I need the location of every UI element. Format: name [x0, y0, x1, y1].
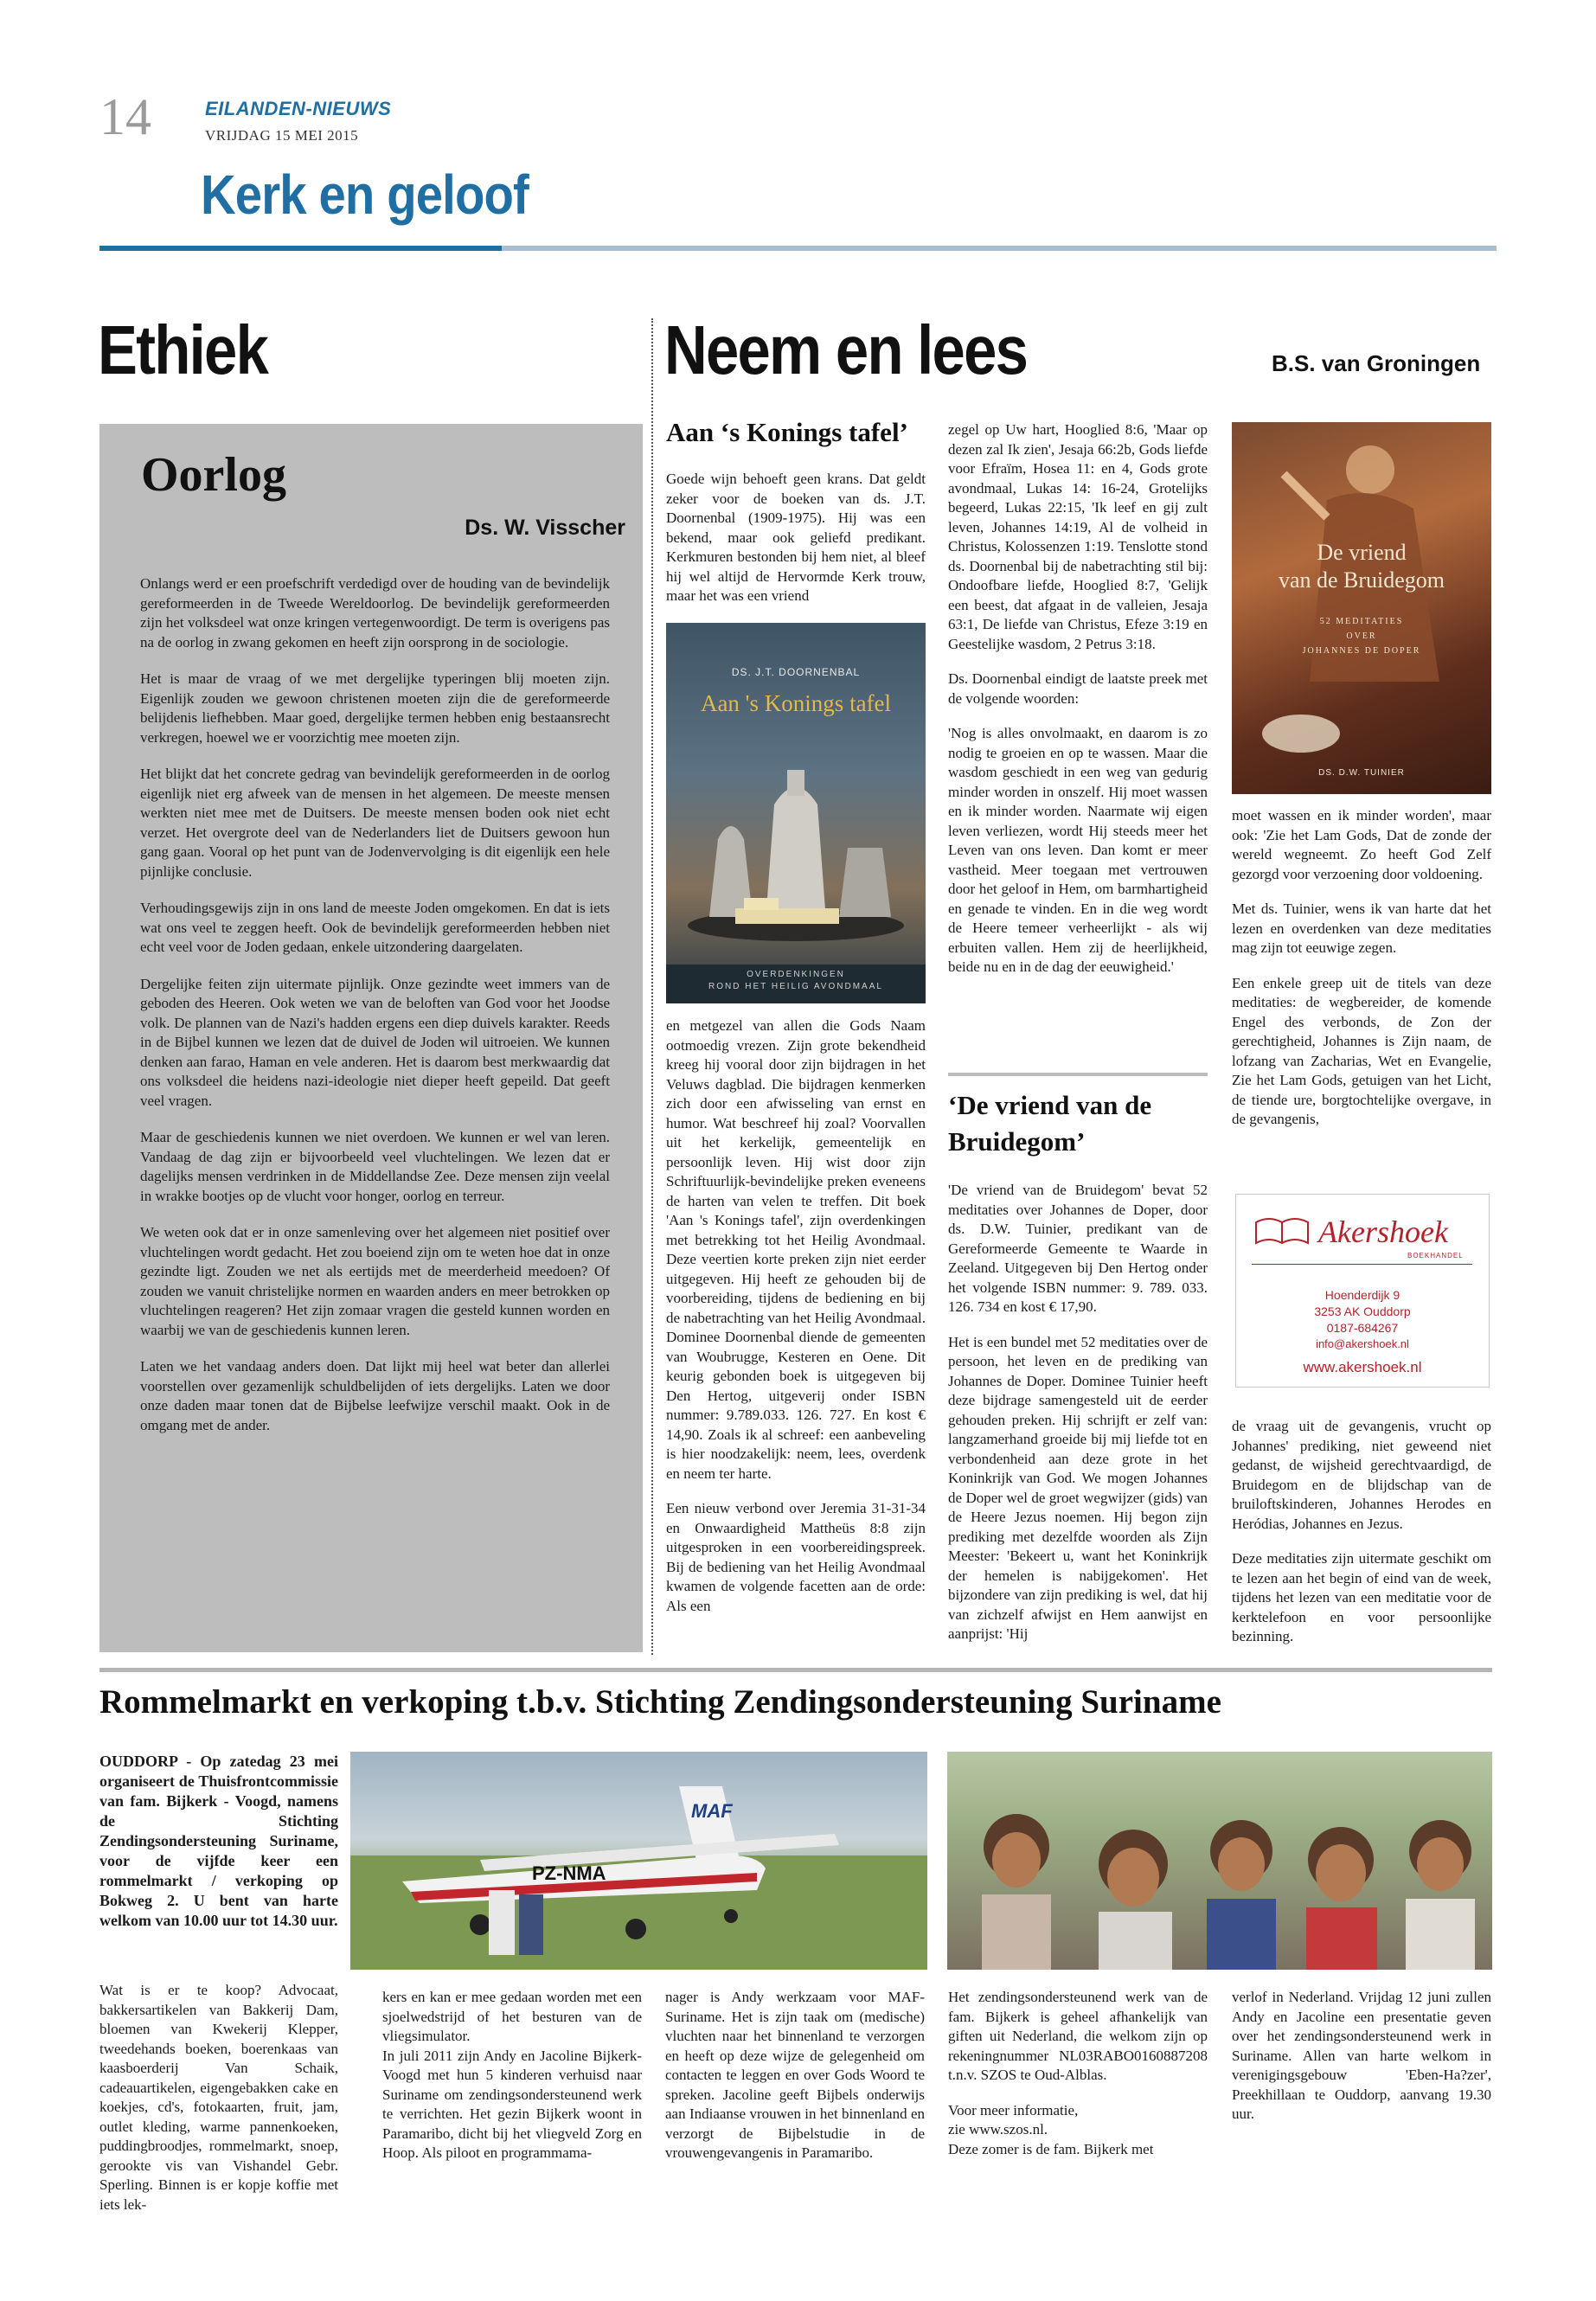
plane-registration: PZ-NMA: [532, 1862, 606, 1884]
article1-title: Aan ‘s Konings tafel’: [666, 417, 908, 447]
book-cover-vriend-bruidegom: [1232, 422, 1491, 794]
article2-paragraph: Deze meditaties zijn uitermate geschikt om te lezen aan het begin of eind van de week, tijdens het lezen van een meditatie voor de kerktelefoon en voor persoonlijke bezinning.: [1232, 1550, 1491, 1644]
book2-author: DS. D.W. TUINIER: [1318, 768, 1405, 778]
book1-title: Aan 's Konings tafel: [700, 690, 892, 716]
silverware-illustration: [683, 744, 908, 943]
ad-website[interactable]: www.akershoek.nl: [1303, 1359, 1422, 1375]
ad-address: Hoenderdijk 9: [1324, 1288, 1401, 1302]
box-author: Ds. W. Visscher: [465, 516, 625, 540]
akershoek-ad: [1235, 1194, 1490, 1388]
book2-title: De vriend van de Bruidegom: [1278, 540, 1445, 593]
ad-tag: BOEKHANDEL: [1407, 1252, 1464, 1259]
ethiek-box: [99, 424, 643, 1652]
rommelmarkt-col1: [99, 1981, 338, 2230]
article2-col2: [948, 1181, 1208, 1660]
book2-subtitle: 52 MEDITATIES OVER JOHANNES DE DOPER: [1302, 617, 1421, 656]
ethiek-paragraph: We weten ook dat er in onze samenleving over het algemeen niet positief over vluchtelingen wordt gedacht. Het zou boeiend zijn om te weten hoe dat in onze gezindte ligt. Zouden we net als eertijds met de meerderheid meedoen? Of zouden we vanuit christelijke normen en waarden anders en meer betrokken op vluchtelingen reageren? Het zijn zomaar vragen die gesteld kunnen worden en waarbij we van de geschiedenis kunnen leren.: [140, 1224, 610, 1338]
ethiek-paragraph: Het is maar de vraag of we met dergelijke typeringen blij moeten zijn. Eigenlijk zouden we gewoon christenen moeten zijn die de gereformeerde belijdenis liefhebben. Maar goed, dergelijke termen hebben enig bestaansrecht verkregen, hoewel we er voorzichtig mee moeten zijn.: [140, 670, 610, 746]
rommelmarkt-col3: [665, 1988, 925, 2179]
ad-city: 3253 AK Ouddorp: [1314, 1304, 1411, 1318]
ad-divider: [1252, 1264, 1472, 1265]
bottom-section-rule: [99, 1668, 1492, 1672]
ethiek-body: [140, 574, 610, 1452]
ethiek-paragraph: Verhoudingsgewijs zijn in ons land de meeste Joden omgekomen. En dat is iets wat ons veel te zeggen heeft. Ook de bevindelijk gereformeerden hebben niet echt veel voor de Joden gedaan, enkele uitzondering daargelaten.: [140, 900, 610, 955]
rommelmarkt-col2: [382, 1988, 642, 2179]
section-title: Kerk en geloof: [201, 163, 529, 226]
ethiek-paragraph: Laten we het vandaag anders doen. Dat lijkt mij heel wat beter dan allerlei voorstellen over gezamenlijk schuldbelijden of iets dergelijks. Laten we door onze daden maar tonen dat de Bijbelse leefwijze verschil maakt. Ook in de omgang met de ander.: [140, 1358, 610, 1433]
ad-email[interactable]: info@akershoek.nl: [1316, 1337, 1409, 1350]
ethiek-paragraph: Dergelijke feiten zijn uitermate pijnlijk. Onze gezindte weet immers van de geboden des Heeren. Ook weten we van de beloften van God voor het Joodse volk. De plannen van de Nazi's hadden ergens een diep duivels karakter. Reeds in de Bijbel kunnen we lezen dat de duivel de Joden wil uitroeien. We kunnen denken aan farao, Haman en vele anderen. Het is daarom best merkwaardig dat ons volksdeel die heidens nazi-ideologie niet dieper heeft gepeild. Dat geeft veel vragen.: [140, 975, 610, 1109]
masthead: EILANDEN-NIEUWS: [205, 98, 392, 119]
section-rule-dark: [99, 246, 502, 251]
article2-paragraph: Een enkele greep uit de titels van deze meditaties: de wegbereider, de komende Engel des verbonds, de Zon der gerechtigheid, Johannes is Zijn naam, de lofzang van Zacharias, Wet en Evangelie, Zie het Lam Gods, getuigen van het Licht, de tiende ure, borgtochtelijke overgave, in de gevangenis,: [1232, 974, 1491, 1127]
rommelmarkt-col5: [1232, 1988, 1491, 2140]
neem-author: B.S. van Groningen: [1272, 350, 1481, 376]
rommelmarkt-headline: Rommelmarkt en verkoping t.b.v. Stichting Zendingsondersteuning Suriname: [99, 1683, 1221, 1721]
rommelmarkt-paragraph: nager is Andy werkzaam voor MAF-Suriname. Het is zijn taak om (medische) vluchten naar het binnenland te verzorgen en heeft op deze wijze de gelegenheid om contacten te leggen en over Gods Woord te spreken. Jacoline geeft Bijbels onderwijs aan Indiaanse vrouwen in het binnenland en verzorgt de Bijbelstudie in de vrouwengevangenis in Paramaribo.: [665, 1989, 925, 2161]
article1-col1-top: [666, 470, 926, 622]
box-title: Oorlog: [141, 448, 286, 502]
plane-illustration: [350, 1752, 927, 1970]
ad-phone: 0187-684267: [1326, 1321, 1399, 1335]
article2-paragraph: moet wassen en ik minder worden', maar ook: 'Zie het Lam Gods, Dat de zonde der wereld wegneemt. Zo heeft God Zelf gezorgd voor verzoening door voldoening.: [1232, 807, 1491, 882]
article-separator: [948, 1073, 1208, 1076]
column-divider: [651, 318, 653, 1655]
article1-paragraph: Een nieuw verbond over Jeremia 31-31-34 en Onwaardigheid Mattheüs 8:8 zijn uitgesproken in een voorbereidingspreek. Bij de bediening van het Heilig Avondmaal kwamen de volgende facetten aan de orde: Als een: [666, 1500, 926, 1614]
article2-paragraph: Met ds. Tuinier, wens ik van harte dat het lezen en overdenken van deze meditaties mag zijn tot eeuwige zegen.: [1232, 901, 1491, 956]
article1-paragraph: 'Nog is alles onvolmaakt, en daarom is zo nodig te groeien en op te wassen. Maar die wasdom geschiedt in een weg van gedurig minder worden in onszelf. Hij moet wassen en ik minder worden. Naarmate wij eigen leven verliezen, wordt Hij steeds meer het Leven van ons leven. Dan komt er meer vastheid. Meer toegaan met vertrouwen door het geloof in Hem, om barmhartigheid en genade te vinden. En in die weg wordt de Heere temeer verheerlijkt - als wij erbuiten vallen. Hem zij de heerlijkheid, beide nu en in de dag der eeuwigheid.': [948, 725, 1208, 975]
ethiek-paragraph: Het blijkt dat het concrete gedrag van bevindelijk gereformeerden in de oorlog eigenlijk niet erg afweek van de mensen in het algemeen. De meeste mensen werkten niet mee met de Duitsers. De meeste mensen boden ook niet echt verzet. Het overgrote deel van de Nederlanders liet de Duitsers gewoon hun gang gaan. Vooral op het punt van de Jodenvervolging is dit eigenlijk een hele pijnlijke conclusie.: [140, 766, 610, 880]
ethiek-paragraph: Onlangs werd er een proefschrift verdedigd over de houding van de bevindelijk gereformeerden in de Tweede Wereldoorlog. De bevindelijk gereformeerden zijn het volksdeel wat onze kringen vertegenwoordigt. De term is overigens pas na de oorlog in zwang gekomen en heeft zijn oorsprong in de sociologie.: [140, 575, 610, 651]
article1-paragraph: Ds. Doornenbal eindigt de laatste preek met de volgende woorden:: [948, 670, 1208, 707]
article2-paragraph: 'De vriend van de Bruidegom' bevat 52 meditaties over Johannes de Doper, door ds. D.W. Tuinier, predikant van de Gereformeerde Gemeente te Waarde in Zeeland. Uitgegeven bij Den Hertog onder het volgende ISBN nummer: 9. 789. 033. 126. 734 en kost € 17,90.: [948, 1182, 1208, 1315]
section-rule-light: [502, 246, 1497, 251]
ad-name: Akershoek: [1318, 1215, 1448, 1249]
book-cover-konings-tafel: [666, 623, 926, 1003]
rommelmarkt-lead: OUDDORP - Op zatedag 23 mei organiseert de Thuisfrontcommissie van fam. Bijkerk - Voogd, namens de Stichting Zendingsondersteuning Suriname, voor de vijfde keer een rommelmarkt / verkoping op Bokweg 2. U bent van harte welkom van 10.00 uur tot 14.30 uur.: [99, 1753, 338, 1929]
plane-logo: MAF: [691, 1800, 733, 1822]
plane-photo: [350, 1752, 927, 1970]
article2-col3-top: [1232, 806, 1491, 1145]
article1-paragraph: en metgezel van allen die Gods Naam ootmoedig vrezen. Zijn grote bekendheid kreeg hij vooral door zijn bijdragen in het Veluws dagblad. Die bijdragen kenmerken zich door een afwisseling van ernst en humor. Wat beschreef hij zoal? Voorvallen uit het kerkelijk, gemeentelijk en persoonlijk leven. Hij wist door zijn Schriftuurlijk-bevindelijke preken eveneens de harten van velen te treffen. Dit boek 'Aan 's Konings tafel', zijn overdenkingen met betrekking tot het Heilig Avondmaal. Deze veertien korte preken zijn niet eerder uitgegeven. Hij heeft ze gehouden bij de voorbereiding, tijdens de bediening en bij de nabetrachting van het Heilig Avondmaal. Dominee Doornenbal diende de gemeenten van Woubrugge, Kesteren en Oene. Dit keurig gebonden boek is uitgegeven bij Den Hertog, uitgeverij onder ISBN nummer: 9.789.033. 126. 727. En kost € 14,90. Zoals ik al schreef: een aanbeveling is hier noodzakelijk: neem, lees, overdenk en neem ter harte.: [666, 1017, 926, 1482]
children-photo: [947, 1752, 1492, 1970]
rommelmarkt-paragraph: kers en kan er mee gedaan worden met een sjoelwedstrijd of het besturen van de vliegsimulator.: [382, 1989, 642, 2044]
book1-subtitle: OVERDENKINGEN ROND HET HEILIG AVONDMAAL: [708, 970, 883, 991]
rommelmarkt-col4: [948, 1988, 1208, 2175]
neem-heading: Neem en lees: [664, 311, 1028, 388]
article2-paragraph: de vraag uit de gevangenis, vrucht op Johannes' prediking, niet geweend niet gedanst, de wijsheid gerechtvaardigd, de Bruidegom en de blijdschap van de bruiloftskinderen, Johannes Herodes en Heródias, Johannes en Jezus.: [1232, 1418, 1491, 1532]
rommelmarkt-paragraph: In juli 2011 zijn Andy en Jacoline Bijkerk-Voogd met hun 5 kinderen verhuisd naar Suriname om zendingsondersteunend werk te verrichten. Het gezin Bijkerk woont in Paramaribo, dicht bij het vliegveld Zorg en Hoop. Als piloot en programmama-: [382, 2047, 642, 2161]
article1-col2: [948, 420, 1208, 993]
ethiek-paragraph: Maar de geschiedenis kunnen we niet overdoen. We kunnen er wel van leren. Vandaag de dag zijn er bijvoorbeeld veel vluchtelingen. We lezen dat er dagelijks mensen verdrinken in de Middellandse Zee. Deze mensen zijn veelal in wrakke bootjes op de vlucht voor honger, oorlog en terreur.: [140, 1129, 610, 1204]
article1-paragraph: zegel op Uw hart, Hooglied 8:6, 'Maar op dezen zal Ik zien', Jesaja 66:2b, Gods liefde voor Efraïm, Hosea 11: en 4, Gods grote avondmaal, Lukas 14: 16-24, Grotelijks begeerd, Lukas 22:15, 'Ik leef en gij zult leven, Johannes 14:19, Al de volheid in Christus, Kolossenzen 1:19. Tenslotte stond ds. Doornenbal bij de nabetrachting stil bij: Ondoofbare liefde, Hooglied 8:7, 'Gelijk een beest, dat afgaat in de valleien, Jesaja 63:1, De liefde van Christus, Efeze 3:19 en Geestelijke wasdom, 2 Petrus 3:18.: [948, 421, 1208, 652]
article1-paragraph: Goede wijn behoeft geen krans. Dat geldt zeker voor de boeken van ds. J.T. Doornenbal (1909-1975). Hij was een bekend, maar ook geliefd predikant. Kerkmuren bestonden bij hem niet, al bleef hij wel altijd de Hervormde Kerk trouw, maar het was een vriend: [666, 471, 926, 604]
page-number: 14: [99, 88, 151, 145]
ethiek-heading: Ethiek: [98, 311, 268, 388]
rommelmarkt-contact: Voor meer informatie, zie www.szos.nl. Deze zomer is de fam. Bijkerk met: [948, 2101, 1154, 2157]
article2-paragraph: Het is een bundel met 52 meditaties over de persoon, het leven en de prediking van Johannes de Doper. Dominee Tuinier heeft deze bijdrage samengesteld uit de eerder gehouden preken. Hij schrijft er zelf van: langzamerhand groeide bij mij liefde tot en verbondenheid aan deze grote in het Koninkrijk van God. We mogen Johannes de Doper wel de groet wegwijzer (gids) van de Heere Jezus noemen. Hij begon zijn prediking met dezelfde woorden als Zijn Meester: 'Bekeert u, want het Koninkrijk der hemelen is nabijgekomen'. Het bijzondere van zijn prediking is wel, dat hij van zichzelf afwijst en Hem aanwijst en aanprijst: 'Hij: [948, 1333, 1208, 1642]
book-logo-icon: [1252, 1214, 1312, 1248]
article2-title: ‘De vriend van de Bruidegom’: [948, 1090, 1152, 1157]
children-illustration: [947, 1752, 1492, 1970]
article1-col1-bottom: [666, 1016, 926, 1631]
rommelmarkt-paragraph: Wat is er te koop? Advocaat, bakkersartikelen van Bakkerij Dam, bloemen van Kwekerij Klepper, tweedehands boeken, boerenkaas van kaasboerderij Van Schaik, cadeauartikelen, eigengebakken cake en koekjes, cd's, fotokaarten, fruit, jam, outlet kleding, warme pannenkoeken, puddingbroodjes, rommelmarkt, snoep, gerookte vis van Vishandel Gebr. Sperling. Binnen is er kopje koffie met iets lek-: [99, 1982, 338, 2213]
issue-date: VRIJDAG 15 MEI 2015: [205, 127, 359, 144]
rommelmarkt-paragraph: verlof in Nederland. Vrijdag 12 juni zullen Andy en Jacoline een presentatie geven over het zendingsondersteunend werk in Suriname. Allen van harte welkom in verenigingsgebouw 'Eben-Ha?zer', Preekhillaan te Ouddorp, aanvang 19.30 uur.: [1232, 1989, 1491, 2122]
article2-col3-bottom: [1232, 1417, 1491, 1663]
rommelmarkt-paragraph: Het zendingsondersteunend werk van de fam. Bijkerk is geheel afhankelijk van giften uit Nederland, die welkom zijn op rekeningnummer NL03RABO0160887208 t.n.v. SZOS te Oud-Alblas.: [948, 1989, 1208, 2083]
john-baptist-illustration: [1232, 422, 1491, 794]
book1-author: DS. J.T. DOORNENBAL: [731, 666, 861, 678]
